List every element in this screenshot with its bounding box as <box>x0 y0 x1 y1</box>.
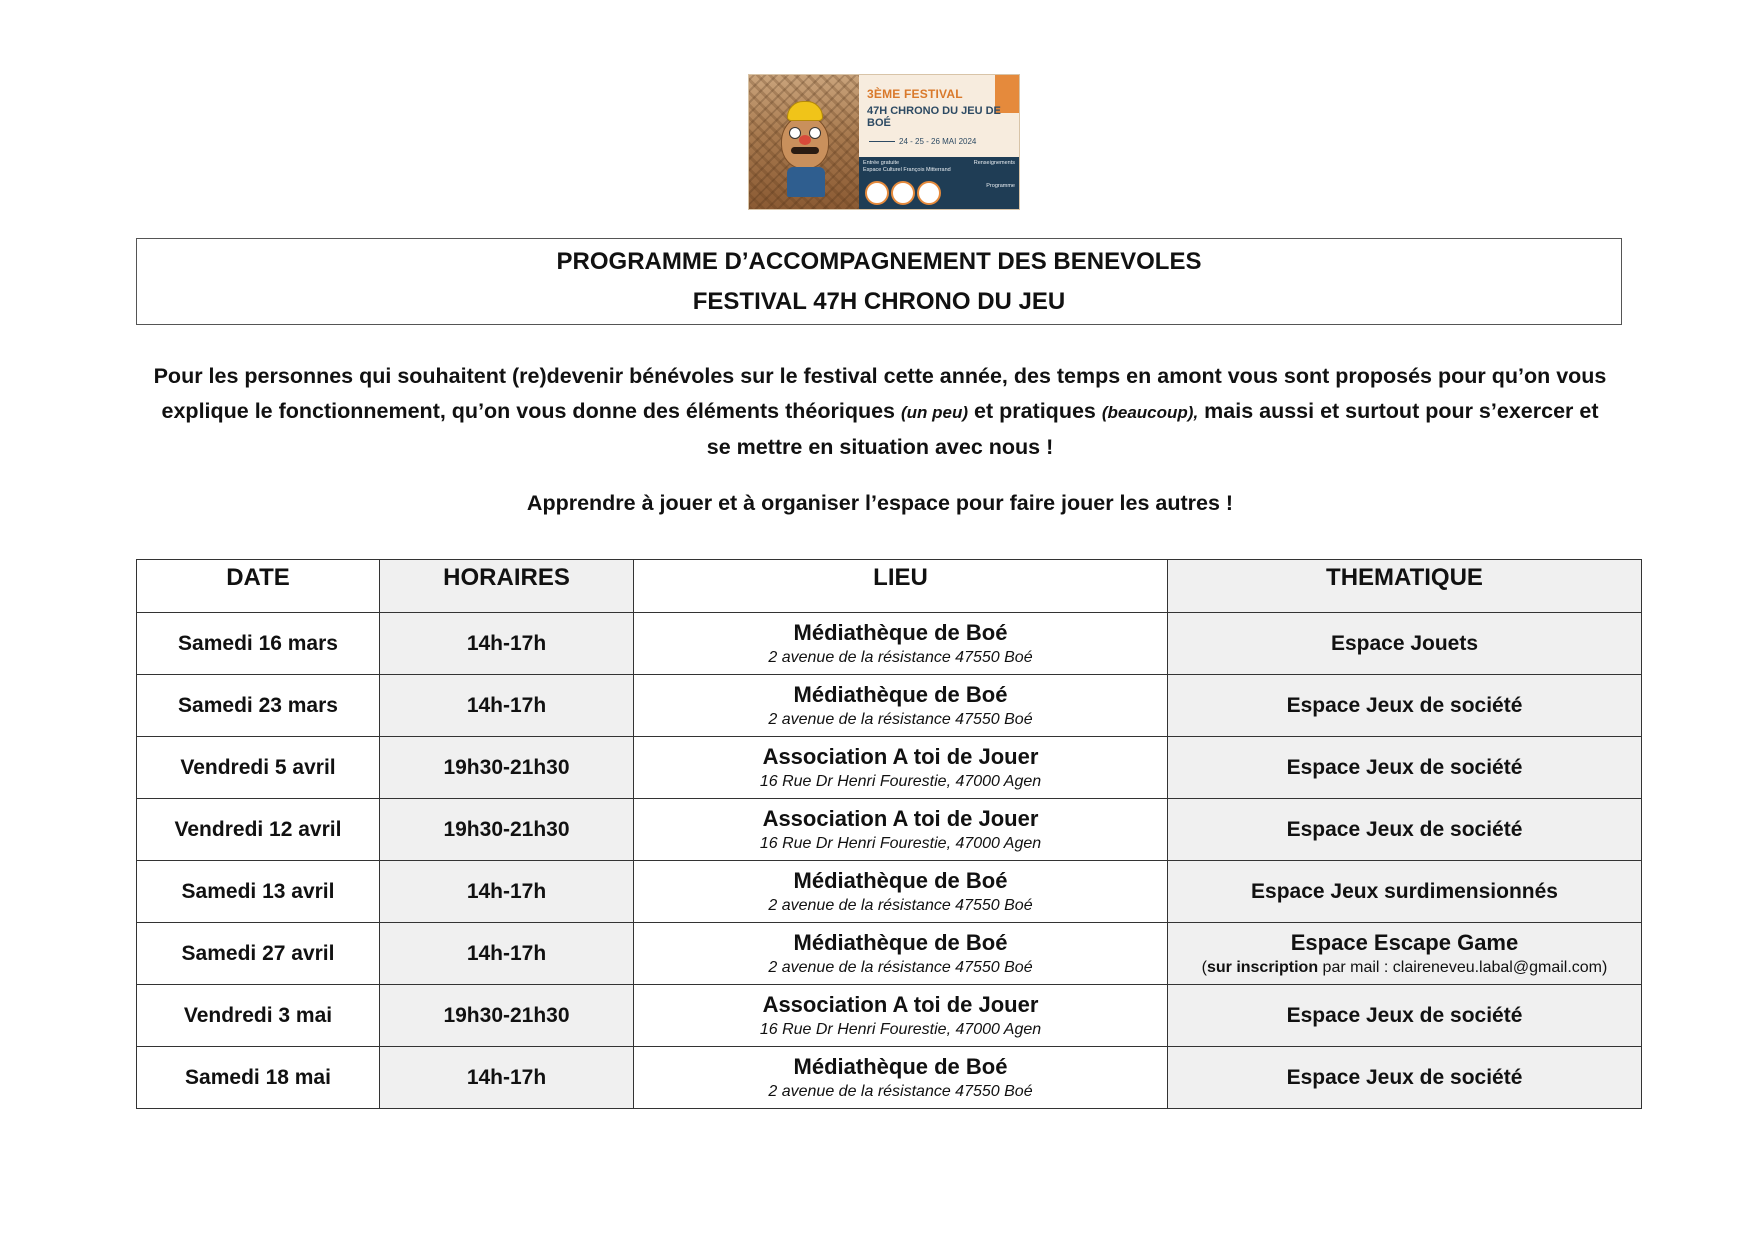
cell-venue <box>634 799 1168 861</box>
cell-time: 19h30-21h30 <box>380 985 634 1047</box>
poster-festival-name: 47H CHRONO DU JEU DE BOÉ <box>867 105 1001 129</box>
cell-venue <box>634 861 1168 923</box>
venue-address: 2 avenue de la résistance 47550 Boé <box>768 896 1033 914</box>
cell-date: Vendredi 5 avril <box>137 737 380 799</box>
intro-paragraph <box>150 359 1610 465</box>
cell-time: 14h-17h <box>380 613 634 675</box>
registration-note-text: par mail : claireneveu.labal@gmail.com <box>1318 958 1603 976</box>
venue-name: Médiathèque de Boé <box>793 1053 1008 1079</box>
partner-logo-1 <box>865 181 889 205</box>
hard-hat <box>787 101 823 121</box>
cell-venue <box>634 985 1168 1047</box>
table-row <box>137 923 1642 985</box>
eye-right <box>809 127 821 139</box>
cell-time: 14h-17h <box>380 923 634 985</box>
cell-date: Samedi 18 mai <box>137 1047 380 1109</box>
cell-date: Samedi 13 avril <box>137 861 380 923</box>
intro-text-e: mais aussi et surtout pour s’exercer et se mettre en situation avec nous ! <box>706 399 1599 459</box>
header-date: DATE <box>137 560 380 613</box>
cell-time: 19h30-21h30 <box>380 737 634 799</box>
cell-venue <box>634 613 1168 675</box>
intro-note-b: (beaucoup), <box>1101 403 1199 422</box>
poster-info-label: Renseignements <box>973 160 1015 166</box>
venue-name: Médiathèque de Boé <box>793 929 1008 955</box>
cell-time: 14h-17h <box>380 675 634 737</box>
header-horaires: HORAIRES <box>380 560 634 613</box>
cell-venue <box>634 675 1168 737</box>
poster-edition: 3ÈME FESTIVAL <box>867 87 963 101</box>
venue-name: Médiathèque de Boé <box>793 681 1008 707</box>
table-row <box>137 675 1642 737</box>
registration-note: (sur inscription par mail : claireneveu.labal@gmail.com) <box>1201 958 1608 976</box>
cell-theme: Espace Jeux surdimensionnés <box>1168 861 1642 923</box>
venue-address: 2 avenue de la résistance 47550 Boé <box>768 648 1033 666</box>
venue-address: 2 avenue de la résistance 47550 Boé <box>768 958 1033 976</box>
festival-poster <box>749 75 1019 209</box>
venue-address: 16 Rue Dr Henri Fourestie, 47000 Agen <box>759 772 1042 790</box>
venue-name: Médiathèque de Boé <box>793 619 1008 645</box>
venue-name: Médiathèque de Boé <box>793 867 1008 893</box>
cell-date: Vendredi 12 avril <box>137 799 380 861</box>
schedule-table <box>136 559 1642 1109</box>
cell-time: 14h-17h <box>380 861 634 923</box>
table-row <box>137 613 1642 675</box>
cell-theme <box>1168 923 1642 985</box>
table-row <box>137 861 1642 923</box>
venue-address: 2 avenue de la résistance 47550 Boé <box>768 1082 1033 1100</box>
cell-theme: Espace Jeux de société <box>1168 799 1642 861</box>
poster-dates: 24 - 25 - 26 MAI 2024 <box>869 137 976 146</box>
intro-tagline: Apprendre à jouer et à organiser l’espace pour faire jouer les autres ! <box>526 491 1234 515</box>
theme-name: Espace Escape Game <box>1290 929 1519 955</box>
poster-photo <box>749 75 859 209</box>
cell-date: Samedi 16 mars <box>137 613 380 675</box>
cell-time: 19h30-21h30 <box>380 799 634 861</box>
figure-body <box>787 167 825 197</box>
table-row <box>137 985 1642 1047</box>
venue-name: Association A toi de Jouer <box>762 991 1039 1017</box>
poster-entry <box>863 160 951 173</box>
cell-theme: Espace Jouets <box>1168 613 1642 675</box>
cell-date: Vendredi 3 mai <box>137 985 380 1047</box>
intro-text-c: et pratiques <box>968 399 1102 423</box>
title-box <box>136 238 1622 325</box>
title-line-1: PROGRAMME D’ACCOMPAGNEMENT DES BENEVOLES <box>556 247 1202 275</box>
venue-name: Association A toi de Jouer <box>762 743 1039 769</box>
registration-note-bold: sur inscription <box>1206 958 1319 976</box>
cell-time: 14h-17h <box>380 1047 634 1109</box>
title-line-2: FESTIVAL 47H CHRONO DU JEU <box>692 287 1066 315</box>
venue-address: 16 Rue Dr Henri Fourestie, 47000 Agen <box>759 1020 1042 1038</box>
venue-address: 16 Rue Dr Henri Fourestie, 47000 Agen <box>759 834 1042 852</box>
header-lieu: LIEU <box>634 560 1168 613</box>
cell-theme: Espace Jeux de société <box>1168 1047 1642 1109</box>
poster-venue: Espace Culturel François Mitterrand <box>863 166 951 173</box>
poster-program-label: Programme <box>986 183 1015 189</box>
intro-text-a: Pour les personnes qui souhaitent (re)devenir bénévoles sur le festival cette année, des temps en amont vous sont proposés pour qu’on vous explique le fonctionnement, qu’on vous donne des éléments théoriques <box>153 364 1607 423</box>
table-row <box>137 737 1642 799</box>
intro-note-a: (un peu) <box>900 403 969 422</box>
poster-info <box>859 75 1019 209</box>
cell-date: Samedi 23 mars <box>137 675 380 737</box>
cell-venue <box>634 737 1168 799</box>
poster-entry-label: Entrée gratuite <box>863 160 900 166</box>
header-thematique: THEMATIQUE <box>1168 560 1642 613</box>
cell-venue <box>634 923 1168 985</box>
venue-name: Association A toi de Jouer <box>762 805 1039 831</box>
table-header-row <box>137 560 1642 613</box>
moustache <box>791 147 819 154</box>
cell-theme: Espace Jeux de société <box>1168 675 1642 737</box>
cell-venue <box>634 1047 1168 1109</box>
table-row <box>137 1047 1642 1109</box>
poster-footer <box>859 157 1019 209</box>
table-row <box>137 799 1642 861</box>
partner-logo-3 <box>917 181 941 205</box>
nose <box>799 135 811 145</box>
partner-logo-2 <box>891 181 915 205</box>
cell-date: Samedi 27 avril <box>137 923 380 985</box>
cell-theme: Espace Jeux de société <box>1168 985 1642 1047</box>
venue-address: 2 avenue de la résistance 47550 Boé <box>768 710 1033 728</box>
cell-theme: Espace Jeux de société <box>1168 737 1642 799</box>
